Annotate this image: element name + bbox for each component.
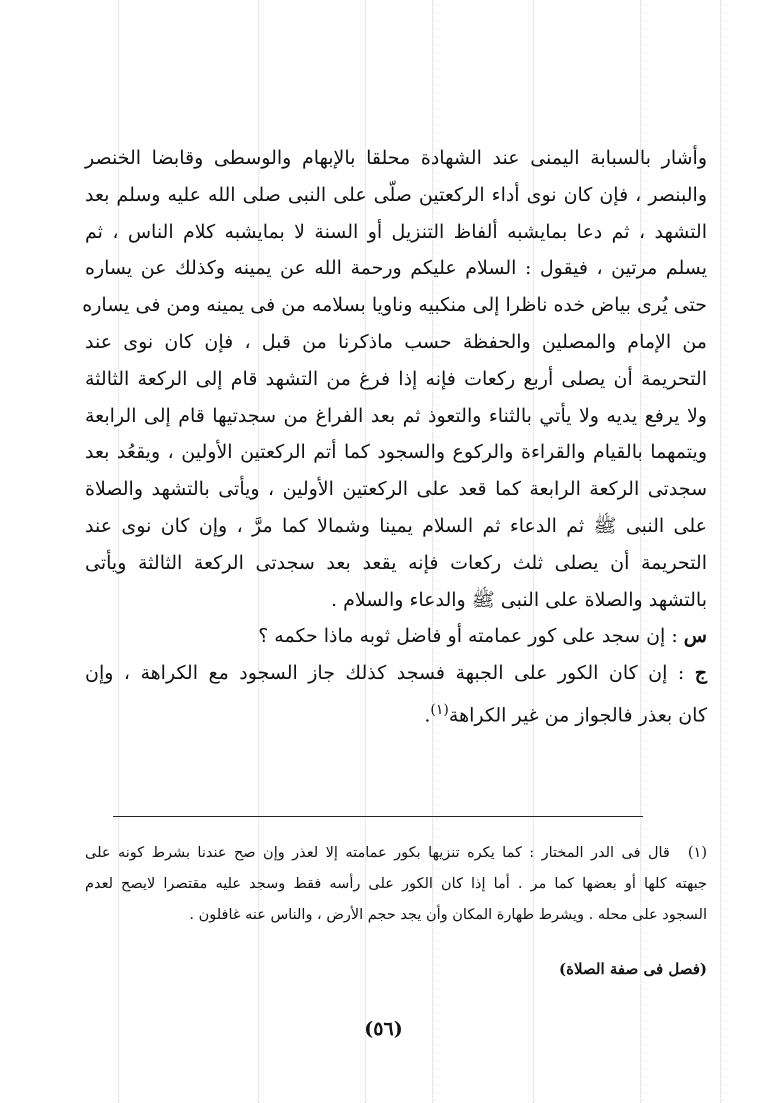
answer-line — [85, 655, 707, 692]
question-line — [85, 618, 707, 655]
text-line: على النبى ﷺ ثم الدعاء ثم السلام يمينا وشمالا كما مرَّ ، وإن كان نوى عند — [85, 514, 707, 537]
footnote-line: السجود على محله . ويشرط طهارة المكان وأن يجد حجم الأرض ، والناس عنه غافلون . — [189, 907, 707, 923]
text-line: سجدتى الركعة الرابعة كما قعد على الركعتين الأولين ، ويأتى بالتشهد والصلاة — [85, 478, 707, 501]
answer-line: كان بعذر فالجواز من غير الكراهة$^{(١)}$. — [424, 701, 707, 727]
footnotes — [85, 838, 707, 931]
footnote-number: (١) — [687, 845, 707, 861]
text-line: ولا يرفع يديه ولا يأتي بالثناء والتعوذ ثم بعد الفراغ من سجدتيها قام إلى الرابعة — [85, 404, 707, 427]
text-line: التشهد ، ثم دعا بمايشبه ألفاظ التنزيل أو السنة لا بمايشبه كلام الناس ، ثم — [85, 220, 707, 243]
question-text: : إن سجد على كور عمامته أو فاضل ثوبه ماذا حكمه ؟ — [258, 625, 678, 648]
footnote-line: جبهته كلها أو بعضها كما مر . أما إذا كان الكور على رأسه فقط وسجد عليه مقتصرا لايصح لعدم — [85, 876, 707, 892]
text-line: ويتمهما بالقيام والقراءة والركوع والسجود كما أتم الركعتين الأولين ، ويقعُد بعد — [85, 441, 707, 464]
footnote-line — [85, 838, 707, 869]
question-mark: س — [683, 625, 707, 648]
footnote-text: قال فى الدر المختار : كما يكره تنزيها بكور عمامته إلا لعذر وإن صح عندنا بشرط كونه على — [85, 845, 670, 861]
text-line: يسلم مرتين ، فيقول : السلام عليكم ورحمة الله عن يمينه وكذلك عن يساره — [85, 257, 707, 280]
text-line: والبنصر ، فإن كان نوى أداء الركعتين صلّى على النبى صلى الله عليه وسلم بعد — [85, 183, 707, 206]
page-number: (٥٦) — [364, 1018, 403, 1040]
text-line: التحريمة أن يصلى ثلث ركعات فإنه يقعد بعد سجدتى الركعة الثالثة ويأتى — [85, 551, 707, 574]
text-line: وأشار بالسبابة اليمنى عند الشهادة محلقا بالإبهام والوسطى وقابضا الخنصر — [85, 147, 707, 169]
main-text — [82, 140, 707, 734]
text-line: بالتشهد والصلاة على النبى ﷺ والدعاء والسلام . — [331, 588, 707, 611]
footnote-separator — [113, 816, 643, 817]
answer-mark: ج — [694, 662, 707, 685]
scan-line — [720, 0, 721, 1103]
footnote-reference: (١) — [430, 701, 449, 718]
text-line: من الإمام والمصلين والحفظة حسب ماذكرنا من قبل ، فإن كان نوى عند — [85, 330, 707, 353]
answer-text: كان بعذر فالجواز من غير الكراهة — [448, 704, 707, 727]
text-line: حتى يُرى بياض خده ناظرا إلى منكبيه وناويا بسلامه من فى يمينه ومن فى يساره — [82, 294, 707, 317]
text-line: التحريمة أن يصلى أربع ركعات فإنه إذا فرغ من التشهد قام إلى الركعة الثالثة — [85, 367, 707, 390]
answer-text: : إن كان الكور على الجبهة فسجد كذلك جاز السجود مع الكراهة ، وإن — [85, 662, 685, 685]
section-reference: (فصل فى صفة الصلاة) — [559, 960, 707, 978]
